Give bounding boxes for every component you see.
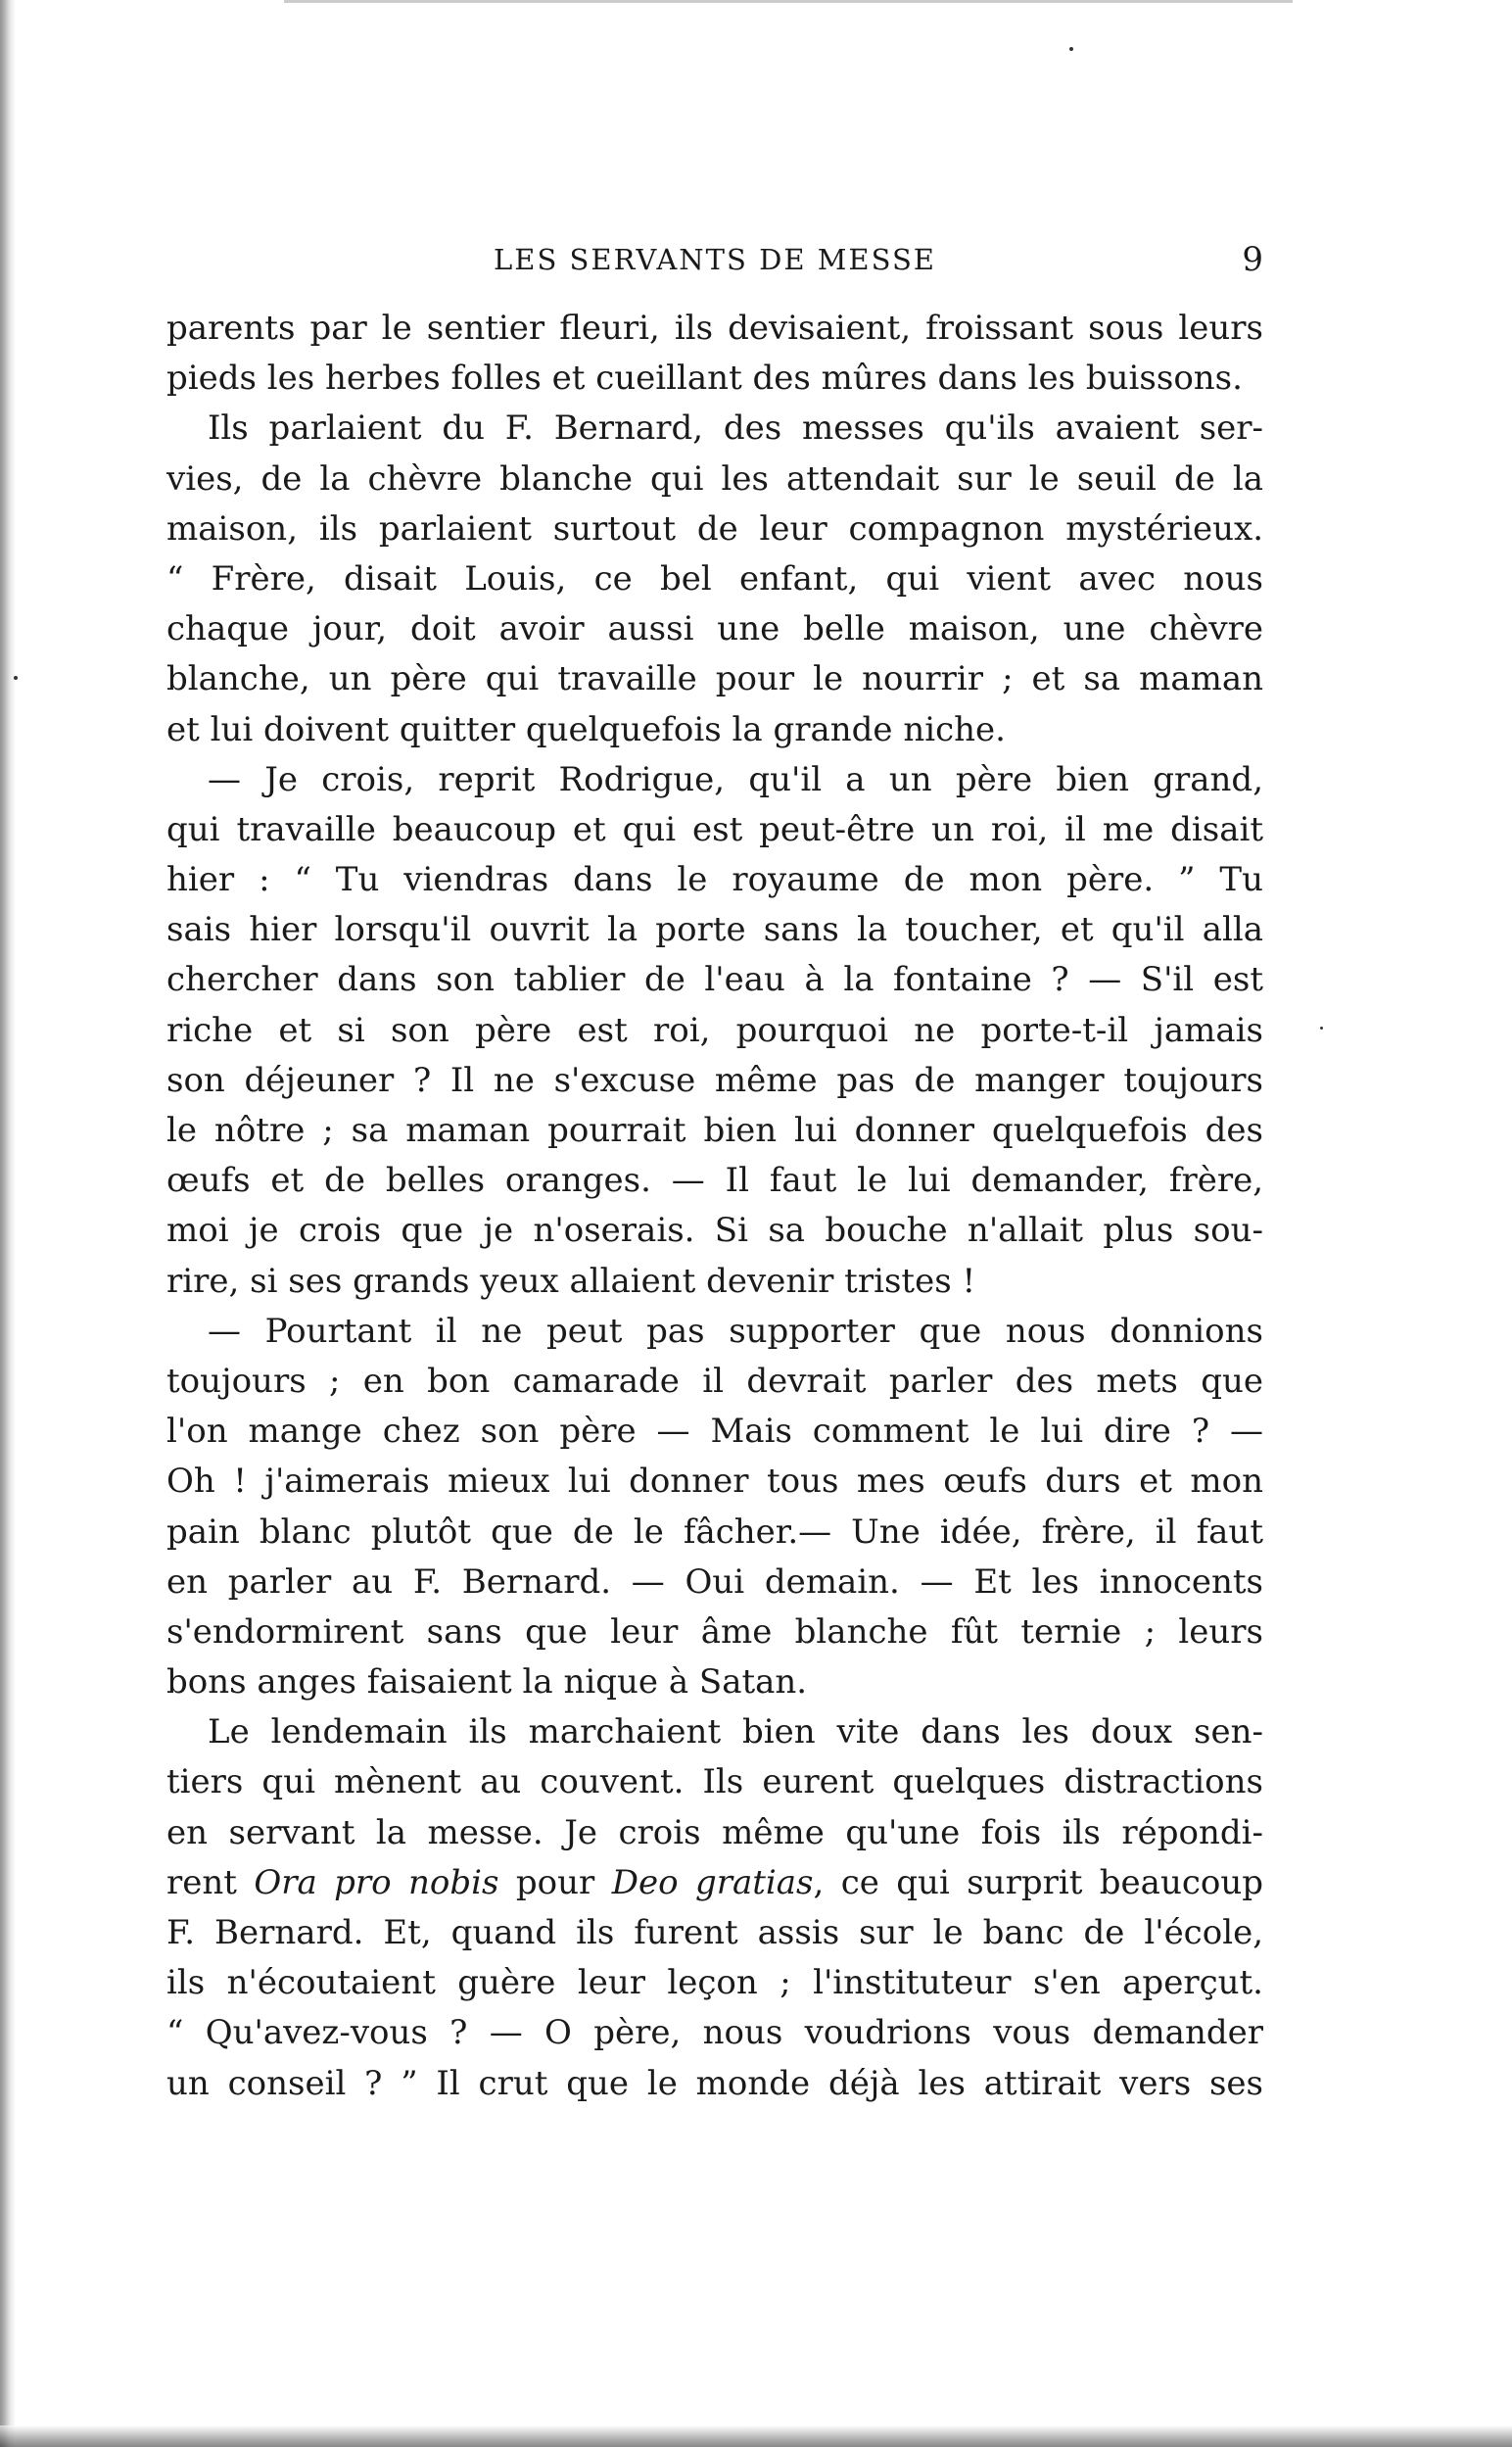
body-text xyxy=(166,304,1263,2109)
text-line: — Pourtant il ne peut pas supporter que nous donnions xyxy=(208,1311,1263,1351)
scan-left-edge xyxy=(0,0,16,2447)
text-line: maison, ils parlaient surtout de leur compagnon mystérieux. xyxy=(166,508,1263,549)
text-line: rire, si ses grands yeux allaient devenir tristes ! xyxy=(166,1261,976,1301)
scan-speck xyxy=(1320,1027,1323,1030)
text-line: toujours ; en bon camarade il devrait parler des mets que xyxy=(166,1361,1263,1401)
text-line: s'endormirent sans que leur âme blanche fût ternie ; leurs xyxy=(166,1611,1263,1652)
text-line: son déjeuner ? Il ne s'excuse même pas de manger toujours xyxy=(166,1060,1263,1100)
text-line: Ils parlaient du F. Bernard, des messes qu'ils avaient ser- xyxy=(208,408,1263,449)
text-line: ils n'écoutaient guère leur leçon ; l'instituteur s'en aperçut. xyxy=(166,1963,1263,2003)
text-line-with-italics xyxy=(166,1858,1263,1908)
text-line: en parler au F. Bernard. — Oui demain. — Et les innocents xyxy=(166,1561,1263,1602)
text-run: rent xyxy=(166,1862,255,1902)
text-line: sais hier lorsqu'il ouvrit la porte sans la toucher, et qu'il alla xyxy=(166,910,1263,950)
scan-top-edge xyxy=(284,0,1293,3)
text-line: pain blanc plutôt que de le fâcher.— Une idée, frère, il faut xyxy=(166,1511,1263,1552)
text-line: Le lendemain ils marchaient bien vite dans les doux sen- xyxy=(208,1712,1263,1752)
text-run: , ce qui surprit beaucoup xyxy=(813,1862,1263,1902)
scan-bottom-edge xyxy=(0,2425,1512,2447)
text-line: tiers qui mènent au couvent. Ils eurent quelques distractions xyxy=(166,1762,1263,1802)
text-run: pour xyxy=(498,1862,612,1902)
running-head xyxy=(166,235,1263,284)
text-line: parents par le sentier fleuri, ils devisaient, froissant sous leurs xyxy=(166,309,1263,348)
running-title: LES SERVANTS DE MESSE xyxy=(494,243,936,276)
text-line: hier : “ Tu viendras dans le royaume de mon père. ” Tu xyxy=(166,860,1263,900)
text-line: et lui doivent quitter quelquefois la grande niche. xyxy=(166,709,1006,749)
scan-speck xyxy=(14,676,18,680)
text-line: qui travaille beaucoup et qui est peut-être un roi, il me disait xyxy=(166,809,1263,849)
text-line: bons anges faisaient la nique à Satan. xyxy=(166,1662,808,1703)
text-line: — Je crois, reprit Rodrigue, qu'il a un père bien grand, xyxy=(208,759,1263,799)
text-line: un conseil ? ” Il crut que le monde déjà les attirait vers ses xyxy=(166,2063,1263,2103)
italic-phrase: Ora pro nobis xyxy=(254,1862,499,1902)
text-line: “ Qu'avez-vous ? — O père, nous voudrions vous demander xyxy=(166,2013,1263,2053)
text-line: chaque jour, doit avoir aussi une belle maison, une chèvre xyxy=(166,609,1263,649)
text-line: F. Bernard. Et, quand ils furent assis sur le banc de l'école, xyxy=(166,1913,1263,1952)
text-line: en servant la messe. Je crois même qu'une fois ils répondi- xyxy=(166,1812,1263,1852)
text-line: riche et si son père est roi, pourquoi ne porte-t-il jamais xyxy=(166,1010,1263,1050)
text-line: Oh ! j'aimerais mieux lui donner tous mes œufs durs et mon xyxy=(166,1462,1263,1502)
text-line: œufs et de belles oranges. — Il faut le lui demander, frère, xyxy=(166,1161,1263,1201)
text-line: “ Frère, disait Louis, ce bel enfant, qui vient avec nous xyxy=(166,558,1263,599)
text-line: le nôtre ; sa maman pourrait bien lui donner quelquefois des xyxy=(166,1111,1263,1150)
scan-speck xyxy=(1069,47,1073,51)
page-number: 9 xyxy=(1242,240,1263,279)
text-line: pieds les herbes folles et cueillant des mûres dans les buissons. xyxy=(166,359,1243,399)
text-line: blanche, un père qui travaille pour le nourrir ; et sa maman xyxy=(166,659,1263,699)
text-line: l'on mange chez son père — Mais comment le lui dire ? — xyxy=(166,1412,1263,1452)
italic-phrase: Deo gratias xyxy=(611,1862,814,1902)
text-line: chercher dans son tablier de l'eau à la fontaine ? — S'il est xyxy=(166,960,1263,1000)
text-line: moi je crois que je n'oserais. Si sa bouche n'allait plus sou- xyxy=(166,1211,1263,1251)
text-line: vies, de la chèvre blanche qui les attendait sur le seuil de la xyxy=(166,458,1263,499)
